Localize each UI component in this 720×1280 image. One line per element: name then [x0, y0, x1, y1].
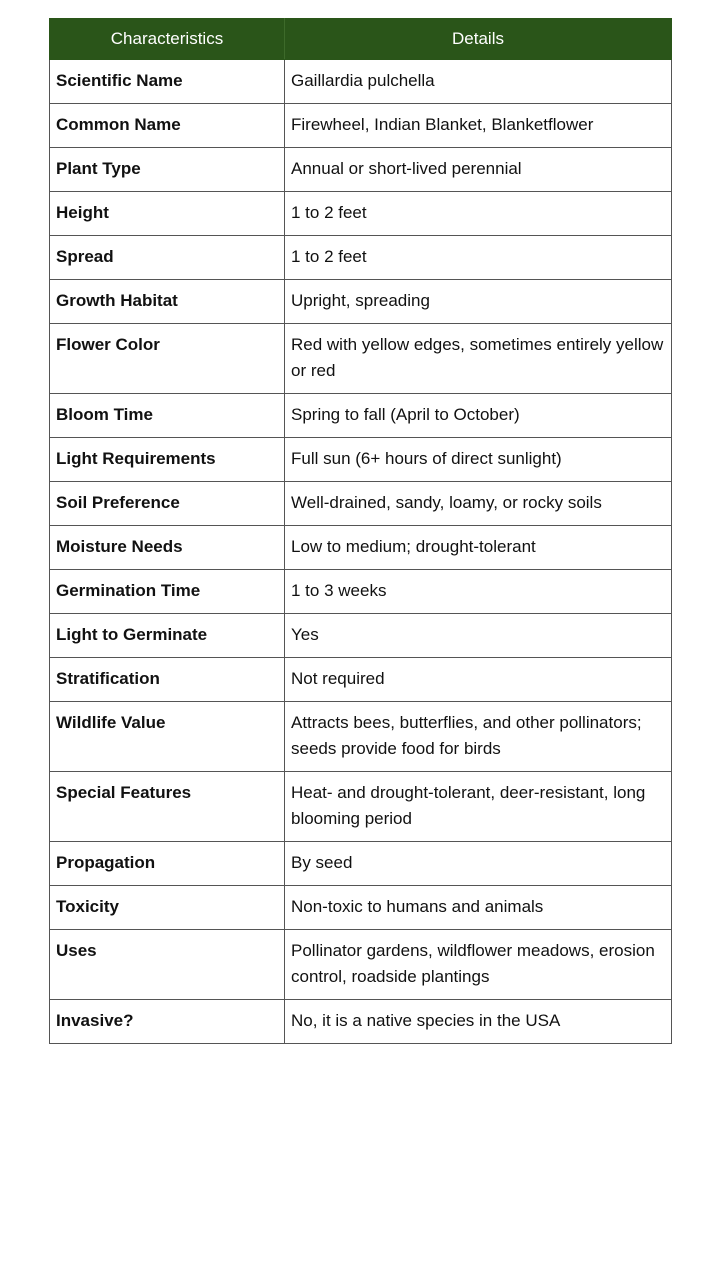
table-row	[50, 394, 672, 438]
row-value: Yes	[285, 614, 672, 658]
row-value: Non-toxic to humans and animals	[285, 886, 672, 930]
table-body	[50, 60, 672, 1044]
row-label: Height	[50, 192, 285, 236]
table-row	[50, 280, 672, 324]
row-label: Wildlife Value	[50, 702, 285, 772]
table-row	[50, 658, 672, 702]
row-value: Not required	[285, 658, 672, 702]
row-label: Growth Habitat	[50, 280, 285, 324]
row-label: Uses	[50, 930, 285, 1000]
row-label: Flower Color	[50, 324, 285, 394]
plant-characteristics-table-wrapper	[49, 18, 671, 1044]
row-value: Heat- and drought-tolerant, deer-resistant, long blooming period	[285, 772, 672, 842]
row-label: Stratification	[50, 658, 285, 702]
row-value: Attracts bees, butterflies, and other pollinators; seeds provide food for birds	[285, 702, 672, 772]
header-details: Details	[285, 19, 672, 60]
row-label: Propagation	[50, 842, 285, 886]
row-label: Special Features	[50, 772, 285, 842]
table-row	[50, 104, 672, 148]
row-value: No, it is a native species in the USA	[285, 1000, 672, 1044]
table-row	[50, 526, 672, 570]
table-header-row	[50, 19, 672, 60]
row-value: Well-drained, sandy, loamy, or rocky soils	[285, 482, 672, 526]
row-value: Gaillardia pulchella	[285, 60, 672, 104]
table-row	[50, 930, 672, 1000]
row-label: Scientific Name	[50, 60, 285, 104]
row-label: Plant Type	[50, 148, 285, 192]
row-value: Full sun (6+ hours of direct sunlight)	[285, 438, 672, 482]
row-value: Annual or short-lived perennial	[285, 148, 672, 192]
row-value: 1 to 3 weeks	[285, 570, 672, 614]
row-label: Toxicity	[50, 886, 285, 930]
row-value: By seed	[285, 842, 672, 886]
row-value: Low to medium; drought-tolerant	[285, 526, 672, 570]
row-label: Invasive?	[50, 1000, 285, 1044]
row-label: Soil Preference	[50, 482, 285, 526]
table-row	[50, 570, 672, 614]
row-value: Upright, spreading	[285, 280, 672, 324]
table-row	[50, 148, 672, 192]
table-row	[50, 1000, 672, 1044]
row-label: Light to Germinate	[50, 614, 285, 658]
row-label: Moisture Needs	[50, 526, 285, 570]
row-label: Common Name	[50, 104, 285, 148]
table-row	[50, 842, 672, 886]
row-value: 1 to 2 feet	[285, 236, 672, 280]
row-value: Pollinator gardens, wildflower meadows, erosion control, roadside plantings	[285, 930, 672, 1000]
table-row	[50, 236, 672, 280]
table-row	[50, 886, 672, 930]
row-value: Red with yellow edges, sometimes entirely yellow or red	[285, 324, 672, 394]
row-label: Light Requirements	[50, 438, 285, 482]
row-label: Bloom Time	[50, 394, 285, 438]
row-value: Firewheel, Indian Blanket, Blanketflower	[285, 104, 672, 148]
row-label: Germination Time	[50, 570, 285, 614]
row-value: 1 to 2 feet	[285, 192, 672, 236]
header-characteristics: Characteristics	[50, 19, 285, 60]
table-row	[50, 614, 672, 658]
table-row	[50, 192, 672, 236]
table-row	[50, 772, 672, 842]
row-value: Spring to fall (April to October)	[285, 394, 672, 438]
table-row	[50, 438, 672, 482]
row-label: Spread	[50, 236, 285, 280]
table-row	[50, 60, 672, 104]
plant-characteristics-table	[49, 18, 672, 1044]
table-row	[50, 324, 672, 394]
table-row	[50, 482, 672, 526]
table-row	[50, 702, 672, 772]
